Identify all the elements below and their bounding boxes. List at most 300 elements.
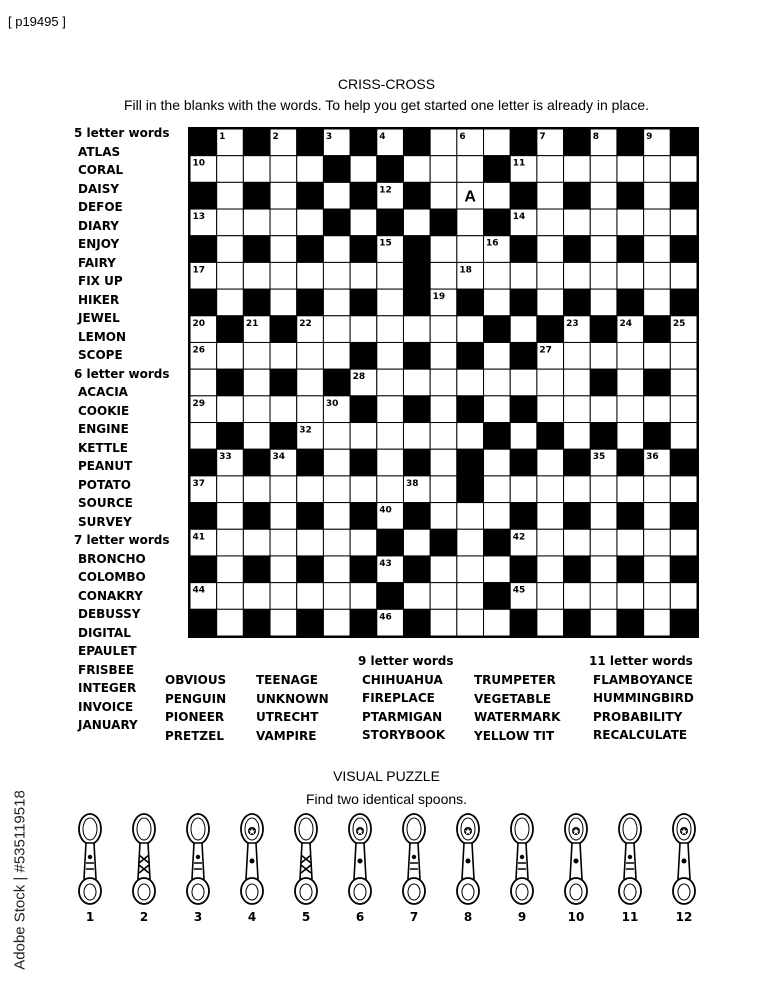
grid-cell[interactable]	[670, 156, 697, 183]
grid-cell[interactable]	[323, 423, 350, 450]
grid-cell[interactable]	[484, 262, 511, 289]
grid-cell[interactable]	[537, 556, 564, 583]
grid-cell[interactable]	[590, 342, 617, 369]
grid-cell[interactable]	[297, 342, 324, 369]
grid-cell[interactable]	[590, 289, 617, 316]
grid-block	[243, 556, 270, 583]
spoon-option[interactable]	[397, 813, 431, 907]
grid-cell[interactable]	[670, 476, 697, 503]
word-list-item: PEANUT	[78, 459, 133, 473]
grid-cell[interactable]	[243, 342, 270, 369]
grid-cell[interactable]	[484, 396, 511, 423]
clue-number: 11	[512, 158, 526, 169]
word-list-11	[589, 652, 694, 745]
grid-block	[190, 556, 217, 583]
grid-cell[interactable]	[190, 369, 217, 396]
clue-number: 6	[459, 132, 466, 142]
grid-cell[interactable]	[457, 529, 484, 556]
word-list-item: VAMPIRE	[256, 728, 317, 743]
grid-block	[403, 342, 430, 369]
word-list-heading: 6 letter words	[74, 366, 170, 381]
grid-cell[interactable]	[377, 289, 404, 316]
grid-cell[interactable]	[564, 262, 591, 289]
grid-block	[484, 529, 511, 556]
grid-cell[interactable]	[590, 182, 617, 209]
grid-cell[interactable]	[484, 342, 511, 369]
clue-number: 1	[219, 132, 226, 142]
grid-cell[interactable]	[243, 423, 270, 450]
word-list-item: TEENAGE	[256, 673, 318, 687]
grid-cell[interactable]	[377, 396, 404, 423]
grid-cell[interactable]	[617, 342, 644, 369]
grid-cell[interactable]	[670, 583, 697, 610]
spoon-option[interactable]	[505, 813, 539, 907]
grid-cell[interactable]	[590, 262, 617, 289]
grid-cell[interactable]	[323, 583, 350, 610]
grid-block	[190, 503, 217, 530]
word-list-item: DIGITAL	[78, 625, 131, 640]
grid-cell[interactable]	[323, 476, 350, 503]
grid-block	[323, 209, 350, 236]
grid-cell[interactable]	[243, 476, 270, 503]
grid-cell[interactable]	[430, 262, 457, 289]
grid-cell[interactable]	[350, 316, 377, 343]
grid-cell[interactable]	[457, 556, 484, 583]
grid-cell[interactable]	[590, 236, 617, 263]
clue-number: 24	[619, 318, 632, 329]
grid-cell[interactable]	[430, 449, 457, 476]
grid-block	[403, 289, 430, 316]
grid-cell[interactable]	[670, 396, 697, 423]
grid-cell[interactable]	[457, 236, 484, 263]
word-list-item: SCOPE	[78, 348, 123, 362]
grid-block	[510, 556, 537, 583]
grid-cell[interactable]	[243, 396, 270, 423]
grid-cell[interactable]	[537, 449, 564, 476]
grid-cell[interactable]	[270, 236, 297, 263]
word-list-item: FIREPLACE	[362, 691, 435, 705]
grid-cell[interactable]	[217, 236, 244, 263]
grid-cell[interactable]	[270, 342, 297, 369]
grid-block	[457, 449, 484, 476]
spoon-option[interactable]	[127, 813, 161, 907]
grid-cell[interactable]	[350, 209, 377, 236]
grid-cell[interactable]	[403, 423, 430, 450]
grid-block	[617, 182, 644, 209]
word-list-item: SURVEY	[78, 514, 132, 529]
grid-cell[interactable]	[217, 529, 244, 556]
grid-cell[interactable]	[457, 583, 484, 610]
grid-cell[interactable]	[297, 583, 324, 610]
clue-number: 20	[192, 318, 206, 329]
grid-cell[interactable]	[484, 449, 511, 476]
grid-cell[interactable]	[430, 423, 457, 450]
grid-cell[interactable]	[377, 449, 404, 476]
grid-cell[interactable]	[457, 156, 484, 183]
grid-cell[interactable]	[644, 182, 671, 209]
word-list-item: PRETZEL	[165, 728, 224, 743]
clue-number: 38	[405, 478, 419, 489]
grid-cell[interactable]	[270, 209, 297, 236]
grid-cell[interactable]	[457, 369, 484, 396]
grid-cell[interactable]	[644, 476, 671, 503]
spoon-option[interactable]	[559, 813, 593, 907]
spoon-icon	[343, 813, 377, 907]
grid-cell[interactable]	[243, 156, 270, 183]
grid-cell[interactable]	[323, 182, 350, 209]
word-list-item: ATLAS	[78, 144, 121, 159]
spoon-option[interactable]	[235, 813, 269, 907]
grid-cell[interactable]	[590, 583, 617, 610]
grid-cell[interactable]	[377, 423, 404, 450]
spoon-option[interactable]	[73, 813, 107, 907]
grid-cell[interactable]	[617, 369, 644, 396]
grid-cell[interactable]	[564, 369, 591, 396]
grid-cell[interactable]	[510, 316, 537, 343]
grid-block	[564, 236, 591, 263]
grid-cell[interactable]	[670, 423, 697, 450]
grid-cell[interactable]	[457, 316, 484, 343]
grid-cell[interactable]	[590, 556, 617, 583]
spoon-number: 8	[463, 910, 473, 924]
word-list-item: CORAL	[78, 163, 124, 177]
grid-cell[interactable]	[644, 503, 671, 530]
grid-cell[interactable]	[590, 609, 617, 636]
word-list-item: POTATO	[78, 477, 131, 492]
spoon-number: 6	[355, 910, 365, 924]
grid-cell[interactable]	[564, 423, 591, 450]
grid-cell[interactable]	[270, 476, 297, 503]
clue-number: 7	[539, 132, 546, 142]
grid-cell[interactable]	[377, 342, 404, 369]
grid-block	[403, 262, 430, 289]
grid-cell[interactable]	[350, 583, 377, 610]
grid-cell[interactable]	[270, 289, 297, 316]
grid-cell[interactable]	[430, 476, 457, 503]
grid-cell[interactable]	[537, 156, 564, 183]
grid-cell[interactable]	[243, 583, 270, 610]
grid-cell[interactable]	[670, 369, 697, 396]
grid-cell[interactable]	[377, 262, 404, 289]
grid-cell[interactable]	[484, 556, 511, 583]
grid-cell[interactable]	[590, 529, 617, 556]
grid-cell[interactable]	[297, 369, 324, 396]
grid-cell[interactable]	[484, 476, 511, 503]
grid-block	[403, 556, 430, 583]
grid-cell[interactable]	[270, 262, 297, 289]
grid-cell[interactable]	[217, 609, 244, 636]
grid-cell[interactable]	[590, 209, 617, 236]
spoon-icon	[289, 813, 323, 907]
grid-cell[interactable]	[644, 583, 671, 610]
clue-number: 46	[379, 612, 392, 623]
word-list-item: PROBABILITY	[593, 709, 683, 724]
grid-block	[190, 449, 217, 476]
grid-cell[interactable]	[510, 476, 537, 503]
grid-cell[interactable]	[403, 209, 430, 236]
grid-block	[243, 129, 270, 156]
word-list-item: EPAULET	[78, 644, 137, 658]
grid-cell[interactable]	[484, 369, 511, 396]
grid-cell[interactable]	[270, 529, 297, 556]
grid-cell[interactable]	[457, 609, 484, 636]
grid-cell[interactable]	[430, 236, 457, 263]
grid-cell[interactable]	[537, 289, 564, 316]
grid-cell[interactable]	[297, 529, 324, 556]
spoon-number: 10	[567, 910, 585, 924]
grid-cell[interactable]	[217, 583, 244, 610]
grid-cell[interactable]	[510, 369, 537, 396]
grid-cell[interactable]	[323, 449, 350, 476]
grid-cell[interactable]	[350, 423, 377, 450]
grid-cell[interactable]	[537, 583, 564, 610]
grid-block	[670, 129, 697, 156]
grid-cell[interactable]	[617, 262, 644, 289]
grid-cell[interactable]	[564, 583, 591, 610]
grid-cell[interactable]	[644, 262, 671, 289]
grid-cell[interactable]	[323, 529, 350, 556]
clue-number: 2	[272, 132, 279, 142]
grid-cell[interactable]	[403, 529, 430, 556]
crossword-grid[interactable]	[188, 127, 699, 638]
spoon-option[interactable]	[613, 813, 647, 907]
grid-cell[interactable]	[270, 583, 297, 610]
grid-cell[interactable]	[217, 476, 244, 503]
grid-cell[interactable]	[323, 556, 350, 583]
grid-cell[interactable]	[537, 369, 564, 396]
grid-cell[interactable]	[537, 236, 564, 263]
grid-cell[interactable]	[617, 529, 644, 556]
grid-block	[403, 396, 430, 423]
grid-cell[interactable]	[190, 423, 217, 450]
grid-block	[297, 129, 324, 156]
grid-cell[interactable]	[617, 156, 644, 183]
grid-cell[interactable]	[350, 156, 377, 183]
grid-cell[interactable]	[564, 209, 591, 236]
grid-cell[interactable]	[323, 236, 350, 263]
grid-cell[interactable]	[644, 556, 671, 583]
spoon-option[interactable]	[181, 813, 215, 907]
grid-cell[interactable]	[297, 209, 324, 236]
grid-block	[243, 609, 270, 636]
grid-cell[interactable]	[644, 156, 671, 183]
grid-cell[interactable]	[243, 209, 270, 236]
grid-cell[interactable]	[270, 556, 297, 583]
grid-cell[interactable]	[217, 342, 244, 369]
grid-cell[interactable]	[644, 236, 671, 263]
grid-cell[interactable]	[537, 209, 564, 236]
grid-cell[interactable]	[243, 529, 270, 556]
grid-cell[interactable]	[217, 182, 244, 209]
grid-cell[interactable]	[323, 609, 350, 636]
grid-cell[interactable]	[430, 503, 457, 530]
grid-cell[interactable]	[217, 396, 244, 423]
puzzle-instructions: Fill in the blanks with the words. To help you get started one letter is already in place.	[123, 97, 650, 113]
spoon-icon	[181, 813, 215, 907]
grid-cell[interactable]	[564, 342, 591, 369]
grid-cell[interactable]	[510, 423, 537, 450]
word-list-heading: 7 letter words	[74, 533, 170, 547]
grid-cell[interactable]	[457, 423, 484, 450]
word-list-7c	[256, 671, 329, 745]
grid-cell[interactable]	[403, 583, 430, 610]
grid-cell[interactable]	[670, 529, 697, 556]
spoon-icon	[397, 813, 431, 907]
grid-cell[interactable]	[243, 262, 270, 289]
grid-cell[interactable]	[510, 262, 537, 289]
grid-cell[interactable]	[297, 262, 324, 289]
grid-cell[interactable]	[217, 556, 244, 583]
grid-cell[interactable]	[670, 209, 697, 236]
clue-number: 18	[459, 265, 472, 276]
word-list-item: SOURCE	[78, 496, 133, 510]
grid-cell[interactable]	[350, 476, 377, 503]
grid-cell[interactable]	[403, 316, 430, 343]
grid-cell[interactable]	[617, 396, 644, 423]
word-list-item: VEGETABLE	[474, 691, 552, 706]
grid-cell[interactable]	[537, 609, 564, 636]
clue-number: 15	[379, 238, 392, 249]
clue-number: 34	[272, 452, 286, 463]
grid-cell[interactable]	[484, 182, 511, 209]
grid-cell[interactable]	[644, 342, 671, 369]
grid-cell[interactable]	[484, 129, 511, 156]
spoon-option[interactable]	[343, 813, 377, 907]
grid-cell[interactable]	[297, 476, 324, 503]
grid-cell[interactable]	[270, 396, 297, 423]
grid-cell[interactable]	[430, 342, 457, 369]
grid-cell[interactable]	[270, 182, 297, 209]
spoon-number: 11	[621, 910, 639, 924]
grid-cell[interactable]	[590, 156, 617, 183]
grid-cell[interactable]	[217, 156, 244, 183]
clue-number: 26	[192, 345, 206, 356]
grid-cell[interactable]	[537, 503, 564, 530]
grid-cell[interactable]	[270, 503, 297, 530]
grid-cell[interactable]	[430, 556, 457, 583]
grid-cell[interactable]	[270, 609, 297, 636]
grid-cell[interactable]	[590, 476, 617, 503]
grid-cell[interactable]	[644, 529, 671, 556]
grid-cell[interactable]	[484, 289, 511, 316]
grid-cell[interactable]	[617, 423, 644, 450]
grid-cell[interactable]	[457, 503, 484, 530]
grid-cell[interactable]	[484, 503, 511, 530]
grid-cell[interactable]	[403, 369, 430, 396]
clue-number: 43	[379, 558, 392, 569]
word-list-item: OBVIOUS	[165, 673, 227, 687]
grid-cell[interactable]	[484, 609, 511, 636]
grid-cell[interactable]	[590, 396, 617, 423]
word-list-item: FIX UP	[78, 274, 123, 288]
grid-block	[297, 609, 324, 636]
grid-block	[457, 289, 484, 316]
grid-cell[interactable]	[590, 503, 617, 530]
grid-cell[interactable]	[430, 396, 457, 423]
word-list-7b	[165, 671, 226, 745]
grid-cell[interactable]	[217, 262, 244, 289]
grid-cell[interactable]	[217, 289, 244, 316]
grid-block	[217, 316, 244, 343]
grid-cell[interactable]	[297, 396, 324, 423]
word-list-item: KETTLE	[78, 440, 128, 455]
grid-cell[interactable]	[323, 289, 350, 316]
word-list-item: ENJOY	[78, 237, 120, 251]
grid-cell[interactable]	[430, 129, 457, 156]
grid-cell[interactable]	[670, 342, 697, 369]
grid-cell[interactable]	[217, 209, 244, 236]
grid-block	[590, 423, 617, 450]
spoon-option[interactable]	[289, 813, 323, 907]
word-list-item: STORYBOOK	[362, 728, 446, 742]
grid-cell[interactable]	[644, 609, 671, 636]
grid-block	[617, 236, 644, 263]
word-list-heading: 5 letter words	[74, 126, 170, 140]
grid-cell[interactable]	[403, 156, 430, 183]
grid-cell[interactable]	[430, 182, 457, 209]
grid-cell[interactable]	[377, 316, 404, 343]
grid-cell[interactable]	[323, 503, 350, 530]
grid-cell[interactable]	[430, 609, 457, 636]
grid-cell[interactable]	[323, 342, 350, 369]
spoon-number: 9	[517, 910, 527, 924]
grid-cell[interactable]	[644, 209, 671, 236]
word-list-item: LEMON	[78, 329, 127, 344]
grid-cell[interactable]	[537, 529, 564, 556]
grid-cell[interactable]	[430, 369, 457, 396]
spoon-option[interactable]	[667, 813, 701, 907]
grid-cell[interactable]	[323, 262, 350, 289]
grid-block	[617, 609, 644, 636]
grid-cell[interactable]	[217, 503, 244, 530]
grid-cell[interactable]	[297, 156, 324, 183]
word-list-item: ACACIA	[78, 385, 128, 399]
grid-cell[interactable]	[644, 289, 671, 316]
grid-cell[interactable]	[377, 369, 404, 396]
grid-cell[interactable]	[537, 396, 564, 423]
grid-cell[interactable]	[430, 583, 457, 610]
grid-cell[interactable]	[430, 316, 457, 343]
grid-cell[interactable]	[243, 369, 270, 396]
grid-cell[interactable]	[537, 262, 564, 289]
grid-cell[interactable]	[564, 529, 591, 556]
spoon-icon	[667, 813, 701, 907]
grid-cell[interactable]	[644, 396, 671, 423]
grid-cell[interactable]	[457, 209, 484, 236]
grid-block	[590, 369, 617, 396]
grid-cell[interactable]	[537, 476, 564, 503]
grid-cell[interactable]	[377, 476, 404, 503]
word-list-item: INTEGER	[78, 681, 137, 695]
spoon-option[interactable]	[451, 813, 485, 907]
grid-cell[interactable]	[617, 583, 644, 610]
word-list-item: JANUARY	[78, 718, 138, 732]
word-list-item: HIKER	[78, 292, 120, 307]
grid-cell[interactable]	[617, 209, 644, 236]
grid-cell[interactable]	[564, 476, 591, 503]
grid-cell[interactable]	[430, 156, 457, 183]
grid-cell[interactable]	[564, 396, 591, 423]
grid-cell[interactable]	[564, 156, 591, 183]
grid-cell[interactable]	[350, 262, 377, 289]
grid-block	[510, 503, 537, 530]
grid-cell[interactable]	[270, 156, 297, 183]
grid-cell[interactable]	[323, 316, 350, 343]
grid-cell[interactable]	[670, 262, 697, 289]
grid-cell[interactable]	[617, 476, 644, 503]
grid-cell[interactable]	[537, 182, 564, 209]
grid-cell[interactable]	[350, 529, 377, 556]
